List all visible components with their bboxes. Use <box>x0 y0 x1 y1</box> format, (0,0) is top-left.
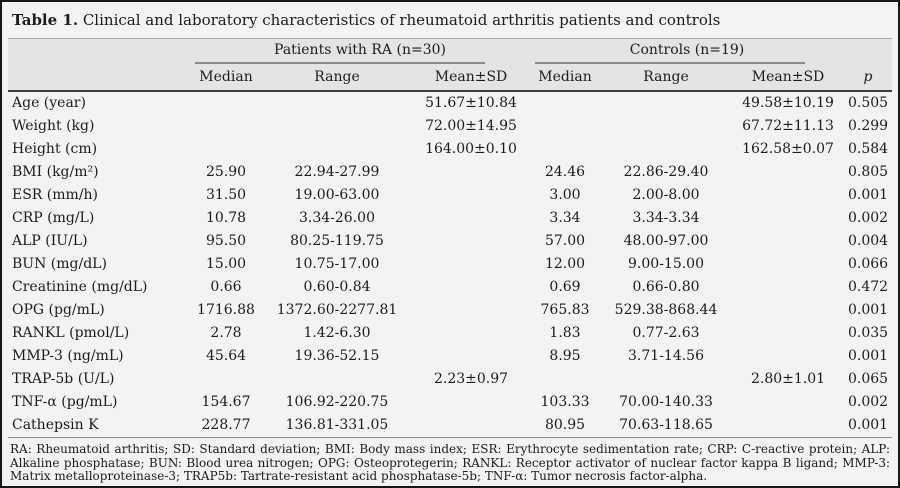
p-value-cell: 0.065 <box>847 371 889 387</box>
row-label: TNF-α (pg/mL) <box>12 394 118 410</box>
value-cell: 10.78 <box>205 210 247 226</box>
value-cell <box>190 91 262 115</box>
label-column-spacer <box>8 64 190 91</box>
row-label: OPG (pg/mL) <box>12 302 105 318</box>
value-cell: 31.50 <box>205 187 247 203</box>
p-header-spacer <box>844 39 892 64</box>
row-label: Creatinine (mg/dL) <box>12 279 148 295</box>
value-cell: 3.34 <box>549 210 581 226</box>
value-cell: 9.00-15.00 <box>628 256 704 272</box>
p-value-cell: 0.805 <box>847 164 889 180</box>
value-cell: 72.00±14.95 <box>425 118 517 134</box>
table-row <box>8 368 892 391</box>
value-cell: 2.78 <box>210 325 242 341</box>
table-row <box>8 391 892 414</box>
value-cell <box>262 91 412 115</box>
value-cell: 2.80±1.01 <box>750 371 826 387</box>
value-cell: 80.95 <box>544 417 586 433</box>
p-value-cell: 0.001 <box>847 187 889 203</box>
value-cell <box>190 138 262 161</box>
table-title <box>8 2 892 39</box>
value-cell <box>732 391 844 414</box>
value-cell: 19.00-63.00 <box>294 187 380 203</box>
subheader-ra-mean-sd: Mean±SD <box>412 64 530 91</box>
value-cell: 24.46 <box>544 164 586 180</box>
value-cell: 529.38-868.44 <box>614 302 718 318</box>
value-cell <box>412 230 530 253</box>
value-cell: 0.69 <box>549 279 581 295</box>
value-cell <box>412 345 530 368</box>
value-cell <box>600 368 732 391</box>
subheader-ra-median: Median <box>190 64 262 91</box>
value-cell: 10.75-17.00 <box>294 256 380 272</box>
table-number: Table 1. <box>12 11 79 29</box>
value-cell: 3.34-26.00 <box>299 210 375 226</box>
value-cell <box>732 230 844 253</box>
group-label-controls: Controls (n=19) <box>629 42 745 58</box>
value-cell <box>530 368 600 391</box>
subheader-p: p <box>844 64 892 91</box>
value-cell: 0.77-2.63 <box>632 325 700 341</box>
value-cell <box>732 322 844 345</box>
value-cell <box>262 138 412 161</box>
value-cell <box>530 115 600 138</box>
row-label: Cathepsin K <box>12 417 99 433</box>
value-cell: 48.00-97.00 <box>623 233 709 249</box>
value-cell <box>412 184 530 207</box>
value-cell: 154.67 <box>201 394 251 410</box>
value-cell: 15.00 <box>205 256 247 272</box>
table-row <box>8 161 892 184</box>
subheader-row <box>8 64 892 91</box>
row-label: BMI (kg/m²) <box>12 164 99 180</box>
row-label: RANKL (pmol/L) <box>12 325 130 341</box>
row-label: ESR (mm/h) <box>12 187 99 203</box>
table-row <box>8 322 892 345</box>
value-cell: 51.67±10.84 <box>425 95 517 111</box>
table-row <box>8 414 892 437</box>
row-label: MMP-3 (ng/mL) <box>12 348 124 364</box>
value-cell: 25.90 <box>205 164 247 180</box>
value-cell: 1372.60-2277.81 <box>276 302 398 318</box>
value-cell <box>732 207 844 230</box>
p-value-cell: 0.001 <box>847 417 889 433</box>
row-label: Height (cm) <box>12 141 98 157</box>
row-label: Age (year) <box>12 95 86 111</box>
value-cell <box>732 184 844 207</box>
value-cell <box>412 276 530 299</box>
row-label: CRP (mg/L) <box>12 210 95 226</box>
value-cell <box>412 391 530 414</box>
value-cell <box>530 91 600 115</box>
value-cell: 3.34-3.34 <box>632 210 700 226</box>
value-cell <box>530 138 600 161</box>
value-cell <box>732 161 844 184</box>
value-cell: 2.23±0.97 <box>433 371 509 387</box>
table-row <box>8 138 892 161</box>
subheader-controls-median: Median <box>530 64 600 91</box>
value-cell: 3.71-14.56 <box>628 348 704 364</box>
value-cell: 19.36-52.15 <box>294 348 380 364</box>
row-label: Weight (kg) <box>12 118 95 134</box>
table-row <box>8 184 892 207</box>
subheader-controls-range: Range <box>600 64 732 91</box>
table-row <box>8 230 892 253</box>
value-cell: 1.83 <box>549 325 581 341</box>
value-cell: 70.00-140.33 <box>619 394 713 410</box>
value-cell <box>262 115 412 138</box>
p-value-cell: 0.002 <box>847 210 889 226</box>
table-row <box>8 276 892 299</box>
value-cell <box>600 115 732 138</box>
subheader-ra-range: Range <box>262 64 412 91</box>
table-row <box>8 299 892 322</box>
value-cell <box>412 414 530 437</box>
p-value-cell: 0.004 <box>847 233 889 249</box>
value-cell <box>412 299 530 322</box>
value-cell: 67.72±11.13 <box>742 118 834 134</box>
value-cell <box>732 276 844 299</box>
value-cell: 80.25-119.75 <box>290 233 384 249</box>
value-cell <box>412 161 530 184</box>
subheader-controls-mean-sd: Mean±SD <box>732 64 844 91</box>
value-cell <box>732 414 844 437</box>
p-value-cell: 0.001 <box>847 302 889 318</box>
group-header-row <box>8 39 892 64</box>
footnote: RA: Rheumatoid arthritis; SD: Standard deviation; BMI: Body mass index; ESR: Erythrocyte sedimentation rate; CRP: C-reactive protein; ALP: Alkaline phosphatase; BUN: Blood urea nitrogen; OPG: Osteoprotegerin; RANKL: Receptor activator of nuclear factor kappa B ligand; MMP-3: Matrix metalloproteinase-3; TRAP5b: Tartrate-resistant acid phosphatase-5b; TNF-α: Tumor necrosis factor-alpha. <box>8 437 892 484</box>
table-row <box>8 91 892 115</box>
p-value-cell: 0.001 <box>847 348 889 364</box>
p-value-cell: 0.299 <box>847 118 889 134</box>
value-cell: 765.83 <box>540 302 590 318</box>
value-cell <box>262 368 412 391</box>
value-cell: 106.92-220.75 <box>285 394 389 410</box>
value-cell: 49.58±10.19 <box>742 95 834 111</box>
table-row <box>8 115 892 138</box>
value-cell: 1716.88 <box>197 302 255 318</box>
value-cell: 57.00 <box>544 233 586 249</box>
value-cell: 164.00±0.10 <box>425 141 517 157</box>
table-caption: Clinical and laboratory characteristics of rheumatoid arthritis patients and controls <box>78 11 721 29</box>
value-cell: 103.33 <box>540 394 590 410</box>
value-cell: 3.00 <box>549 187 581 203</box>
value-cell <box>190 115 262 138</box>
table-row <box>8 345 892 368</box>
value-cell: 45.64 <box>205 348 247 364</box>
row-label: TRAP-5b (U/L) <box>12 371 115 387</box>
value-cell: 12.00 <box>544 256 586 272</box>
p-value-cell: 0.035 <box>847 325 889 341</box>
value-cell: 70.63-118.65 <box>619 417 713 433</box>
p-value-cell: 0.584 <box>847 141 889 157</box>
row-label: BUN (mg/dL) <box>12 256 107 272</box>
value-cell: 1.42-6.30 <box>303 325 371 341</box>
value-cell: 0.66-0.80 <box>632 279 700 295</box>
value-cell: 2.00-8.00 <box>632 187 700 203</box>
value-cell: 8.95 <box>549 348 581 364</box>
p-value-cell: 0.066 <box>847 256 889 272</box>
corner-spacer <box>8 39 190 64</box>
value-cell <box>732 345 844 368</box>
value-cell <box>190 368 262 391</box>
value-cell <box>732 299 844 322</box>
p-value-cell: 0.505 <box>847 95 889 111</box>
p-value-cell: 0.472 <box>847 279 889 295</box>
value-cell: 136.81-331.05 <box>285 417 389 433</box>
p-value-cell: 0.002 <box>847 394 889 410</box>
value-cell <box>412 207 530 230</box>
value-cell: 22.94-27.99 <box>294 164 380 180</box>
data-table <box>8 39 892 437</box>
value-cell: 95.50 <box>205 233 247 249</box>
group-header-controls <box>530 39 844 64</box>
table-body <box>8 91 892 437</box>
group-header-ra <box>190 39 530 64</box>
value-cell: 0.60-0.84 <box>303 279 371 295</box>
value-cell: 22.86-29.40 <box>623 164 709 180</box>
value-cell <box>600 91 732 115</box>
value-cell <box>732 253 844 276</box>
row-label: ALP (IU/L) <box>12 233 88 249</box>
table-row <box>8 253 892 276</box>
value-cell: 0.66 <box>210 279 242 295</box>
value-cell: 228.77 <box>201 417 251 433</box>
value-cell <box>412 253 530 276</box>
value-cell: 162.58±0.07 <box>742 141 834 157</box>
group-label-ra: Patients with RA (n=30) <box>274 42 446 58</box>
value-cell <box>600 138 732 161</box>
table-row <box>8 207 892 230</box>
value-cell <box>412 322 530 345</box>
